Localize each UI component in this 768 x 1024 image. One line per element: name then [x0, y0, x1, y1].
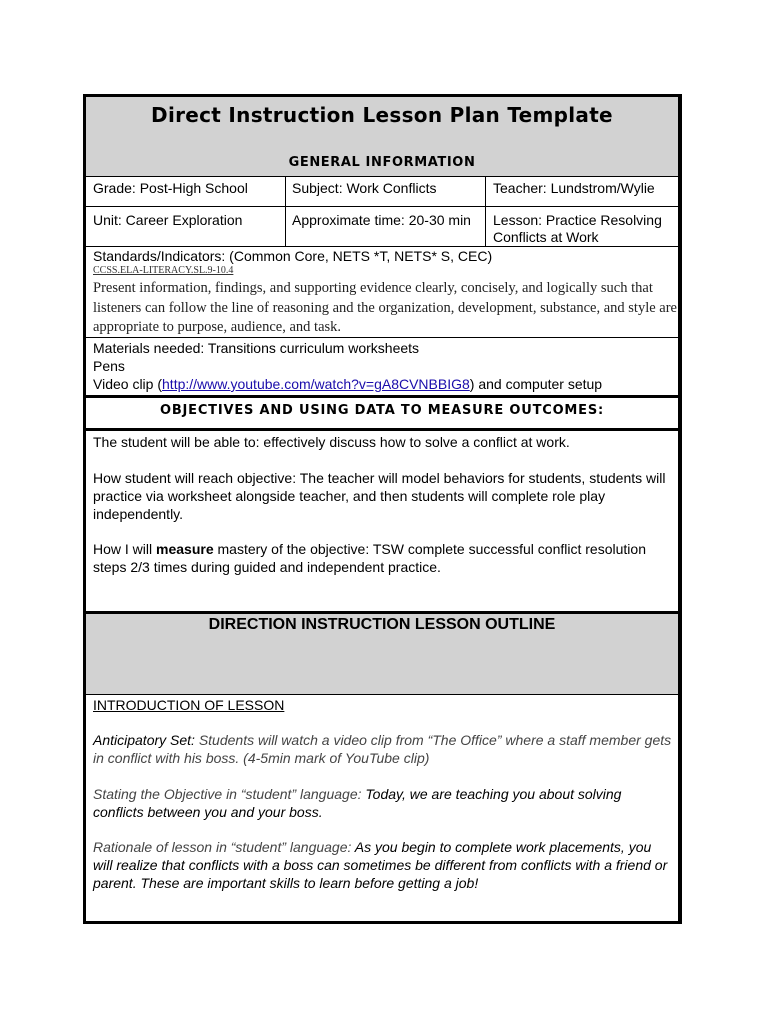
standards-code-link[interactable]: CCSS.ELA-LITERACY.SL.9-10.4: [93, 265, 234, 276]
time-cell: Approximate time: 20-30 min: [292, 212, 471, 228]
divider: [86, 694, 678, 695]
video-line: [93, 375, 678, 393]
divider: [285, 176, 286, 246]
outline-heading: DIRECTION INSTRUCTION LESSON OUTLINE: [208, 616, 556, 633]
standards-text: Present information, findings, and supporting evidence clearly, concisely, and logically such that listeners can follow the line of reasoning and the organization, development, substance, and style are appropriate to purpose, audience, and task.: [93, 280, 677, 335]
divider: [485, 176, 486, 246]
header-band: [86, 97, 678, 176]
materials-block: [93, 339, 678, 393]
video-link[interactable]: http://www.youtube.com/watch?v=gA8CVNBBIG8: [162, 376, 470, 392]
divider: [86, 246, 678, 247]
divider: [86, 176, 678, 177]
video-suffix: ) and computer setup: [469, 376, 603, 392]
objectives-heading: OBJECTIVES AND USING DATA TO MEASURE OUTCOMES:: [159, 403, 605, 418]
subject-cell: Subject: Work Conflicts: [292, 180, 437, 196]
general-info-heading: GENERAL INFORMATION: [288, 155, 476, 170]
teacher-cell: Teacher: Lundstrom/Wylie: [493, 180, 655, 196]
divider: [86, 206, 678, 207]
unit-cell: Unit: Career Exploration: [93, 212, 243, 228]
divider: [86, 395, 678, 398]
materials-line: Pens: [93, 358, 125, 374]
lesson-plan-table: [83, 94, 682, 924]
stating-objective: Stating the Objective in “student” language: Today, we are teaching you about solving conflicts between you and your boss.: [93, 786, 622, 820]
materials-line: Materials needed: Transitions curriculum worksheets: [93, 340, 420, 356]
page-title: Direct Instruction Lesson Plan Template: [151, 103, 613, 127]
objective-statement: The student will be able to: effectively discuss how to solve a conflict at work.: [93, 434, 570, 450]
video-prefix: Video clip (: [93, 376, 163, 392]
outline-band: [86, 614, 678, 694]
intro-heading: INTRODUCTION OF LESSON: [93, 697, 285, 713]
lesson-cell: Lesson: Practice Resolving Conflicts at Work: [493, 212, 662, 245]
anticipatory-set: Anticipatory Set: Students will watch a video clip from “The Office” where a staff member gets in conflict with his boss. (4-5min mark of YouTube clip): [93, 732, 672, 766]
rationale: Rationale of lesson in “student” language: As you begin to complete work placements, you will realize that conflicts with a boss can sometimes be different from conflicts with a friend or parent. These are important skills to learn before getting a job!: [93, 839, 668, 891]
objective-measure: How I will measure mastery of the objective: TSW complete successful conflict resolution steps 2/3 times during guided and independent practice.: [93, 541, 646, 575]
divider: [86, 337, 678, 338]
standards-label: Standards/Indicators: (Common Core, NETS *T, NETS* S, CEC): [93, 248, 493, 264]
divider: [86, 428, 678, 431]
objective-reach: How student will reach objective: The teacher will model behaviors for students, students will practice via worksheet alongside teacher, and then students will complete role play independently.: [93, 470, 666, 522]
grade-cell: Grade: Post-High School: [93, 180, 248, 196]
